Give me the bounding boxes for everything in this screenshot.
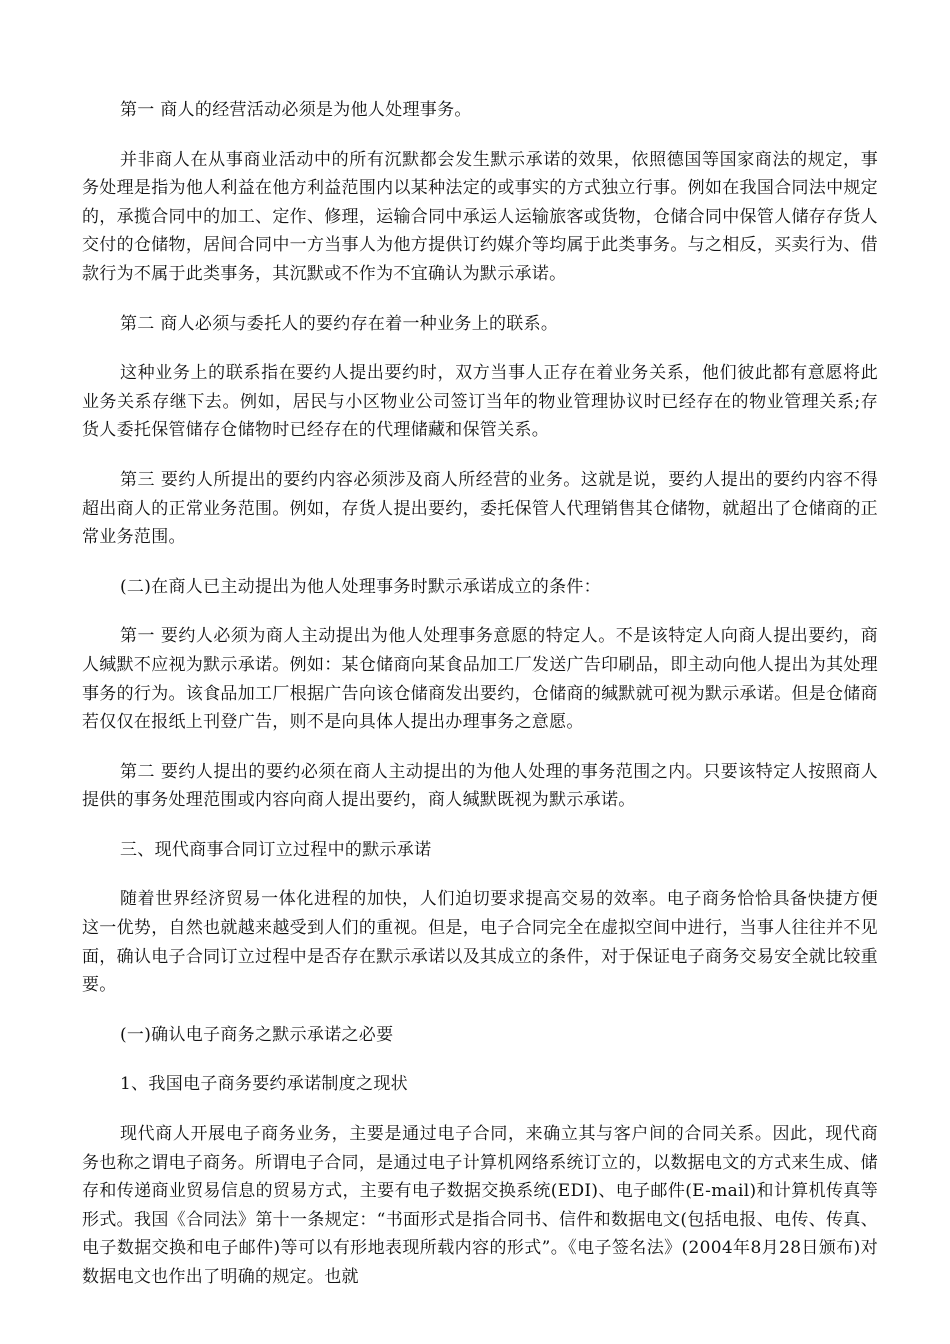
paragraph-8: 第二 要约人提出的要约必须在商人主动提出的为他人处理的事务范围之内。只要该特定人按照商人提供的事务处理范围或内容向商人提出要约，商人缄默既视为默示承诺。 — [82, 761, 878, 811]
document-body — [82, 96, 878, 1313]
paragraph-7: 第一 要约人必须为商人主动提出为他人处理事务意愿的特定人。不是该特定人向商人提出要约，商人缄默不应视为默示承诺。例如：某仓储商向某食品加工厂发送广告印刷品，即主动向他人提出为其处理事务的行为。该食品加工厂根据广告向该仓储商发出要约，仓储商的缄默就可视为默示承诺。但是仓储商若仅仅在报纸上刊登广告，则不是向具体人提出办理事务之意愿。 — [82, 626, 878, 733]
paragraph-2: 并非商人在从事商业活动中的所有沉默都会发生默示承诺的效果，依照德国等国家商法的规定，事务处理是指为他人利益在他方利益范围内以某种法定的或事实的方式独立行事。例如在我国合同法中规定的，承揽合同中的加工、定作、修理，运输合同中承运人运输旅客或货物，仓储合同中保管人储存存货人交付的仓储物，居间合同中一方当事人为他方提供订约媒介等均属于此类事务。与之相反，买卖行为、借款行为不属于此类事务，其沉默或不作为不宜确认为默示承诺。 — [82, 149, 878, 284]
paragraph-13: 现代商人开展电子商务业务，主要是通过电子合同，来确立其与客户间的合同关系。因此，现代商务也称之谓电子商务。所谓电子合同，是通过电子计算机网络系统订立的，以数据电文的方式来生成、储存和传递商业贸易信息的贸易方式，主要有电子数据交换系统(EDI)、电子邮件(E-mail)和计算机传真等形式。我国《合同法》第十一条规定：“书面形式是指合同书、信件和数据电文(包括电报、电传、传真、电子数据交换和电子邮件)等可以有形地表现所载内容的形式”。《电子签名法》(2004年8月28日颁布)对数据电文也作出了明确的规定。也就 — [82, 1124, 878, 1287]
section-heading: 三、现代商事合同订立过程中的默示承诺 — [120, 839, 432, 860]
paragraph-6: (二)在商人已主动提出为他人处理事务时默示承诺成立的条件： — [120, 576, 601, 597]
paragraph-4: 这种业务上的联系指在要约人提出要约时，双方当事人正存在着业务关系，他们彼此都有意愿将此业务关系存继下去。例如，居民与小区物业公司签订当年的物业管理协议时已经存在的物业管理关系;存货人委托保管储存仓储物时已经存在的代理储藏和保管关系。 — [82, 363, 878, 441]
paragraph-3: 第二 商人必须与委托人的要约存在着一种业务上的联系。 — [120, 313, 559, 334]
sub-subsection-heading: 1、我国电子商务要约承诺制度之现状 — [120, 1074, 408, 1095]
subsection-heading: (一)确认电子商务之默示承诺之必要 — [120, 1024, 394, 1045]
paragraph-1: 第一 商人的经营活动必须是为他人处理事务。 — [120, 100, 472, 120]
paragraph-5: 第三 要约人所提出的要约内容必须涉及商人所经营的业务。这就是说，要约人提出的要约内容不得超出商人的正常业务范围。例如，存货人提出要约，委托保管人代理销售其仓储物，就超出了仓储商的正常业务范围。 — [82, 469, 878, 548]
paragraph-10: 随着世界经济贸易一体化进程的加快，人们迫切要求提高交易的效率。电子商务恰恰具备快捷方便这一优势，自然也就越来越受到人们的重视。但是，电子合同完全在虚拟空间中进行，当事人往往并不见面，确认电子合同订立过程中是否存在默示承诺以及其成立的条件，对于保证电子商务交易安全就比较重要。 — [82, 889, 878, 996]
